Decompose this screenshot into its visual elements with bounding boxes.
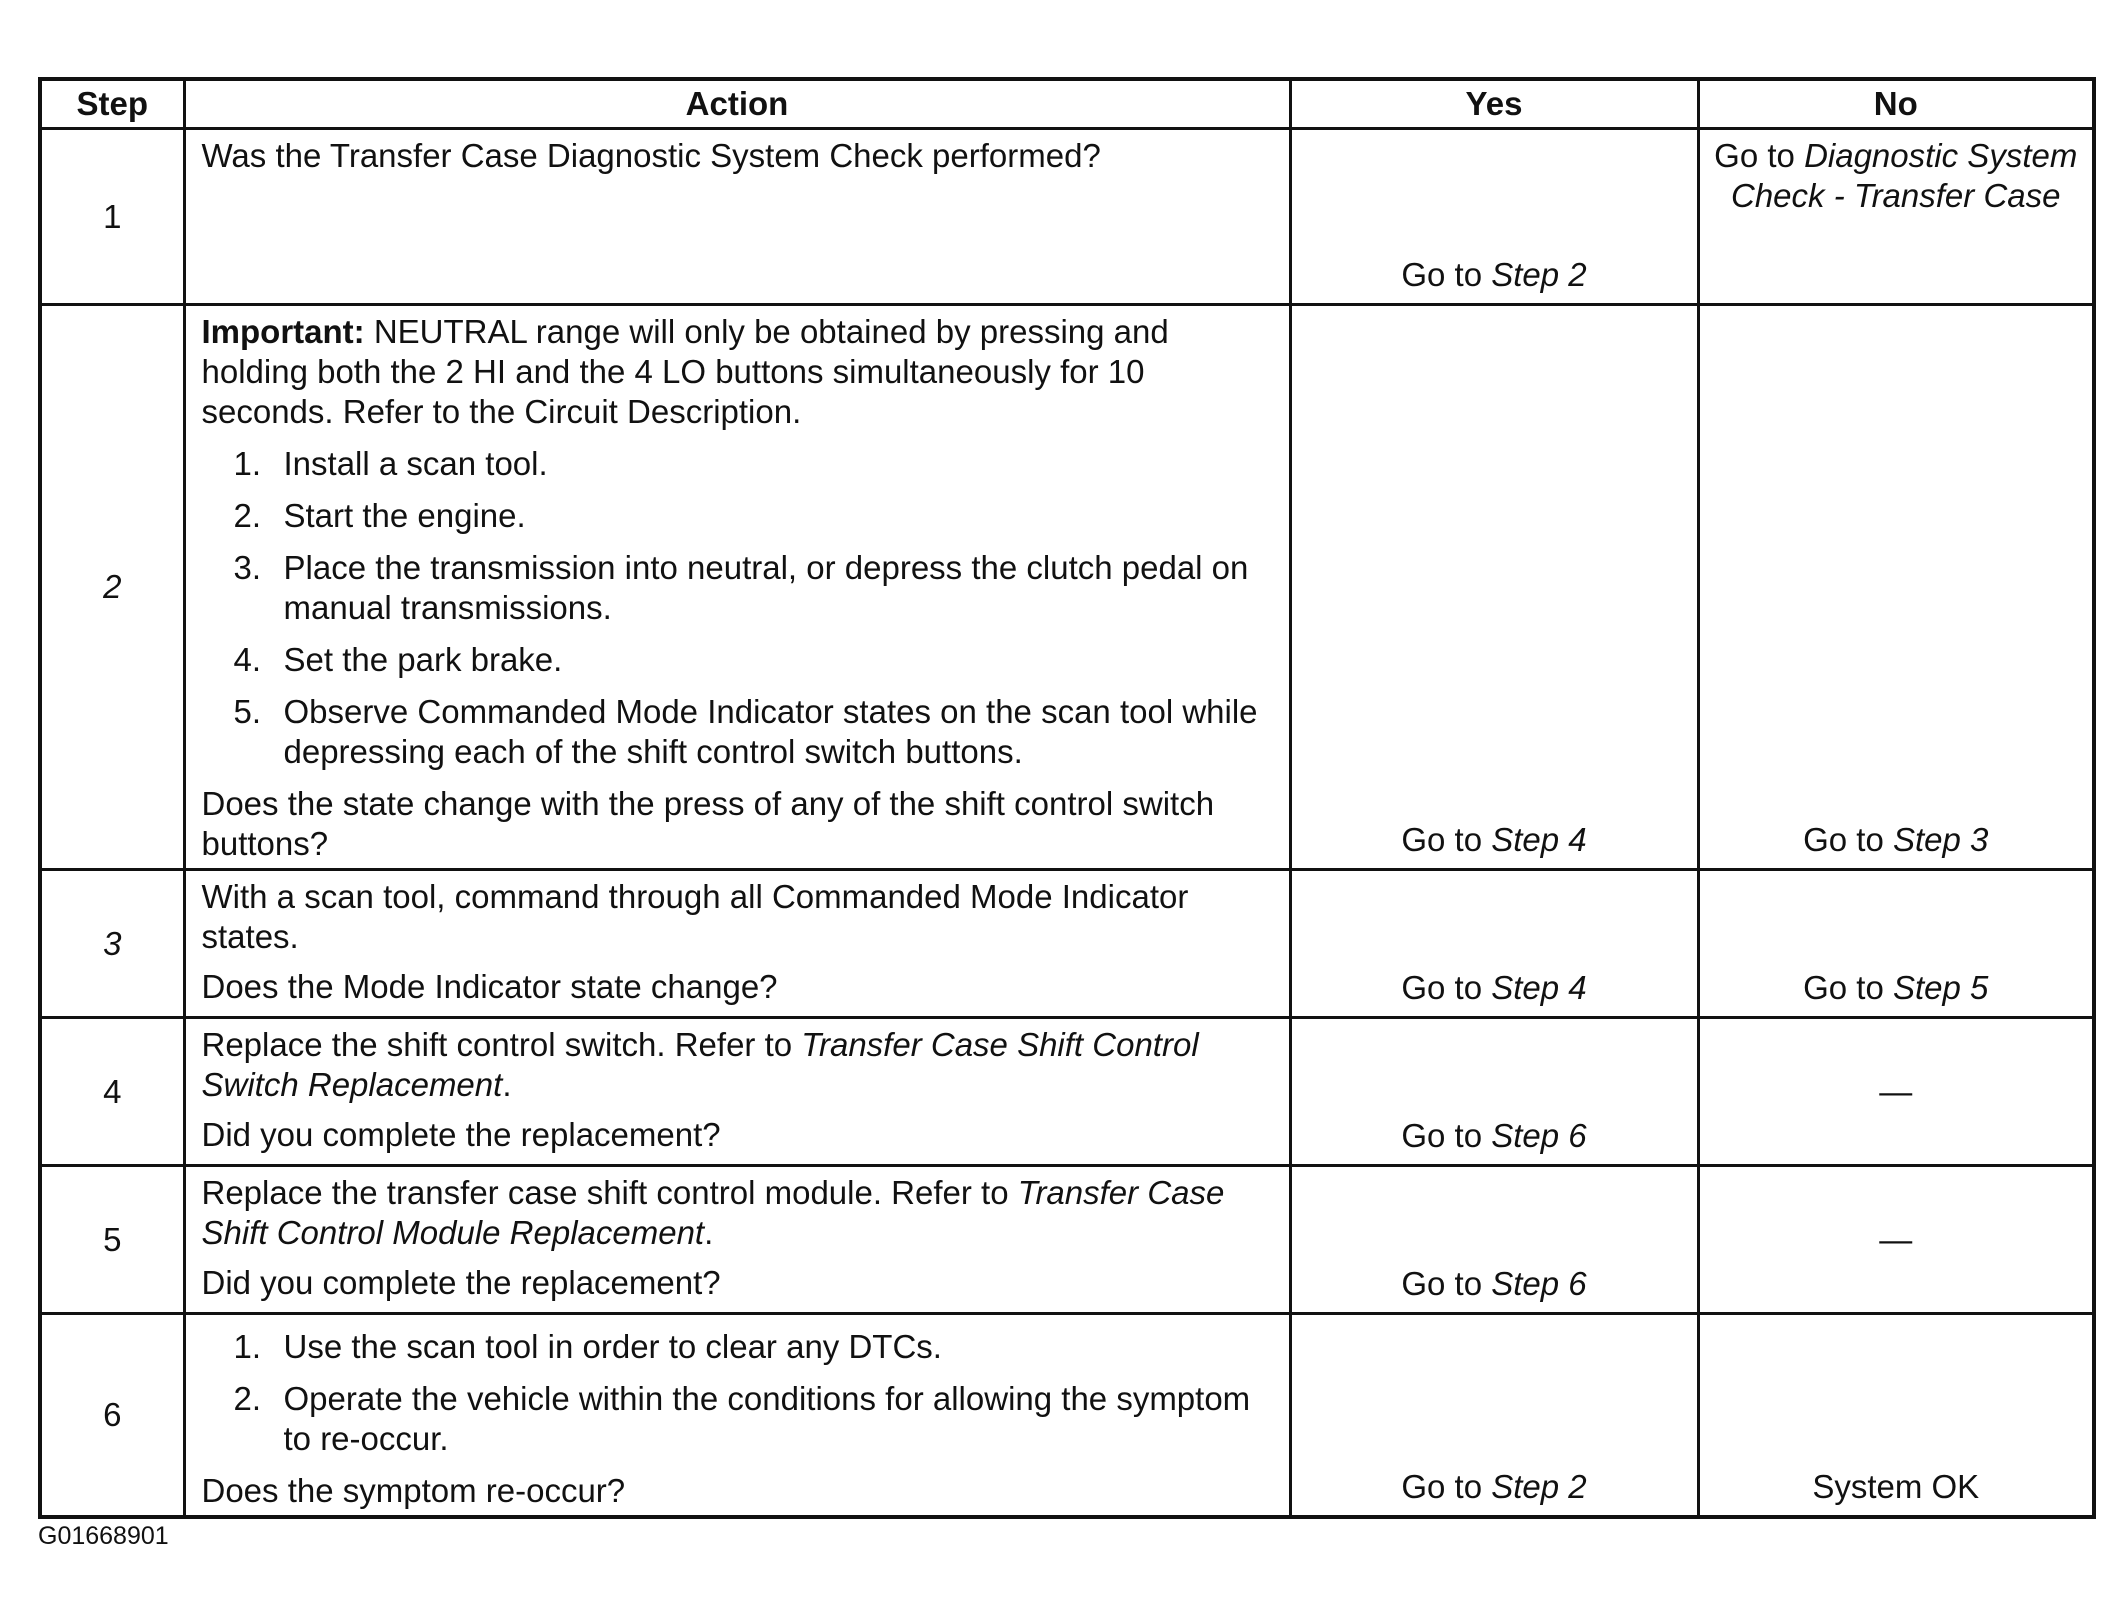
yes-prefix: Go to [1401, 1468, 1492, 1505]
action-cell [184, 1166, 1290, 1314]
step-number: 1 [40, 129, 184, 305]
step-number: 2 [40, 305, 184, 870]
procedure-list [202, 444, 1273, 772]
yes-step-ref: Step 4 [1491, 821, 1587, 858]
yes-step-ref: Step 2 [1491, 1468, 1587, 1505]
question-text: Does the symptom re-occur? [201, 1472, 626, 1509]
yes-step-ref: Step 4 [1491, 969, 1587, 1006]
procedure-ref: Transfer Case Shift Control Switch Replacement [201, 1026, 1199, 1103]
no-cell [1698, 870, 2094, 1018]
no-prefix: Go to [1803, 821, 1893, 858]
yes-cell [1290, 305, 1698, 870]
yes-step-ref: Step 6 [1491, 1117, 1587, 1154]
important-note [202, 312, 1273, 432]
step-number: 5 [40, 1166, 184, 1314]
action-text: Replace the transfer case shift control module. Refer to Transfer Case Shift Control Module Replacement. [201, 1174, 1225, 1251]
procedure-ref: Transfer Case Shift Control Module Replacement [201, 1174, 1225, 1251]
yes-prefix: Go to [1401, 1117, 1492, 1154]
no-step-ref: Step 5 [1892, 969, 1989, 1006]
question-text: Did you complete the replacement? [201, 1116, 721, 1153]
yes-cell [1290, 1314, 1698, 1518]
action-text: With a scan tool, command through all Commanded Mode Indicator states. [201, 878, 1189, 955]
diagnostic-table [38, 77, 2096, 1519]
important-text: NEUTRAL range will only be obtained by pressing and holding both the 2 HI and the 4 LO buttons simultaneously for 10 seconds. Refer to the Circuit Description. [201, 313, 1169, 430]
list-item: 1. Use the scan tool in order to clear any DTCs. [233, 1328, 942, 1365]
yes-cell [1290, 1166, 1698, 1314]
no-cell: System OK [1698, 1314, 2094, 1518]
yes-cell [1290, 870, 1698, 1018]
header-yes: Yes [1290, 79, 1698, 129]
list-item: 2. Start the engine. [233, 497, 526, 534]
question-text: Did you complete the replacement? [201, 1264, 721, 1301]
action-cell [184, 870, 1290, 1018]
action-cell [184, 305, 1290, 870]
figure-id: G01668901 [38, 1522, 169, 1550]
yes-step-ref: Step 6 [1491, 1265, 1587, 1302]
yes-cell [1290, 129, 1698, 305]
no-step-ref: Diagnostic System Check - Transfer Case [1731, 137, 2078, 214]
list-item: 2. Operate the vehicle within the conditions for allowing the symptom to re-occur. [233, 1380, 1251, 1457]
procedure-list [202, 1327, 1273, 1459]
table-row [40, 305, 2094, 870]
yes-step-ref: Step 2 [1491, 256, 1587, 293]
step-number: 3 [40, 870, 184, 1018]
yes-prefix: Go to [1401, 821, 1492, 858]
question-text: Does the state change with the press of any of the shift control switch buttons? [201, 785, 1215, 862]
yes-cell [1290, 1018, 1698, 1166]
no-cell: — [1698, 1166, 2094, 1314]
action-cell [184, 1018, 1290, 1166]
list-item: 3. Place the transmission into neutral, or depress the clutch pedal on manual transmissions. [233, 549, 1249, 626]
header-row [40, 79, 2094, 129]
step-number: 4 [40, 1018, 184, 1166]
header-action: Action [184, 79, 1290, 129]
yes-prefix: Go to [1401, 256, 1492, 293]
yes-prefix: Go to [1401, 1265, 1492, 1302]
table-row [40, 1314, 2094, 1518]
no-cell [1698, 129, 2094, 305]
table-row [40, 870, 2094, 1018]
no-prefix: Go to [1803, 969, 1893, 1006]
table-row [40, 129, 2094, 305]
no-step-ref: Step 3 [1892, 821, 1989, 858]
yes-prefix: Go to [1401, 969, 1492, 1006]
table-row [40, 1018, 2094, 1166]
question-text: Does the Mode Indicator state change? [201, 968, 778, 1005]
header-no: No [1698, 79, 2094, 129]
no-prefix: Go to [1714, 137, 1805, 174]
no-cell [1698, 305, 2094, 870]
action-cell [184, 129, 1290, 305]
no-cell: — [1698, 1018, 2094, 1166]
action-text: Replace the shift control switch. Refer to Transfer Case Shift Control Switch Replacement. [201, 1026, 1199, 1103]
list-item: 5. Observe Commanded Mode Indicator states on the scan tool while depressing each of the shift control switch buttons. [233, 693, 1258, 770]
header-step: Step [40, 79, 184, 129]
important-label: Important: [201, 313, 365, 350]
list-item: 4. Set the park brake. [233, 641, 563, 678]
step-number: 6 [40, 1314, 184, 1518]
action-text: Was the Transfer Case Diagnostic System Check performed? [201, 137, 1101, 174]
action-cell [184, 1314, 1290, 1518]
table-row [40, 1166, 2094, 1314]
list-item: 1. Install a scan tool. [233, 445, 548, 482]
